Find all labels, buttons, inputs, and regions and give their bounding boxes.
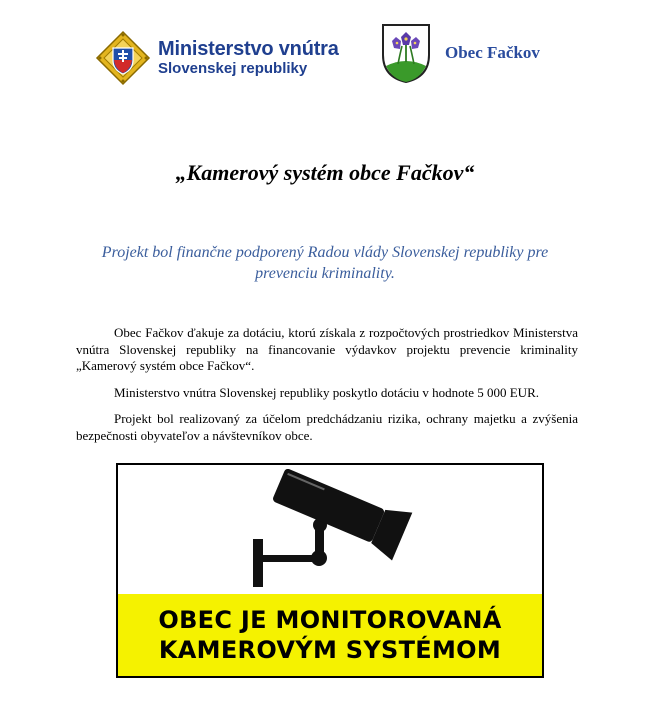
ministry-name xyxy=(158,38,339,78)
header xyxy=(0,18,650,98)
funding-subtitle: Projekt bol finančne podporený Radou vlády Slovenskej republiky pre prevenciu kriminality. xyxy=(101,244,549,282)
paragraph-grant-amount: Ministerstvo vnútra Slovenskej republiky poskytlo dotáciu v hodnote 5 000 EUR. xyxy=(114,384,539,400)
paragraph-purpose: Projekt bol realizovaný za účelom predchádzaniu rizika, ochrany majetku a zvýšenia bezpečnosti obyvateľov a návštevníkov obce. xyxy=(76,411,578,443)
ministry-emblem-icon xyxy=(95,30,151,86)
ministry-line1: Ministerstvo vnútra xyxy=(158,38,339,60)
body-text xyxy=(76,325,578,454)
ministry-line2: Slovenskej republiky xyxy=(158,60,308,77)
sign-warning-band xyxy=(118,594,542,676)
cctv-camera-icon xyxy=(253,469,413,589)
paragraph-thanks: Obec Fačkov ďakuje za dotáciu, ktorú získala z rozpočtových prostriedkov Ministerstva vnútra Slovenskej republiky na financovanie výdavkov projektu prevencie kriminality „Kamerový systém obce Fačkov“. xyxy=(76,325,578,373)
municipality-name: Obec Fačkov xyxy=(445,43,540,62)
sign-line1: OBEC JE MONITOROVANÁ xyxy=(158,606,502,634)
document-title: „Kamerový systém obce Fačkov“ xyxy=(175,160,475,185)
coat-of-arms-icon xyxy=(380,22,432,84)
cctv-warning-sign xyxy=(116,463,544,678)
sign-line2: KAMEROVÝM SYSTÉMOM xyxy=(158,636,502,664)
